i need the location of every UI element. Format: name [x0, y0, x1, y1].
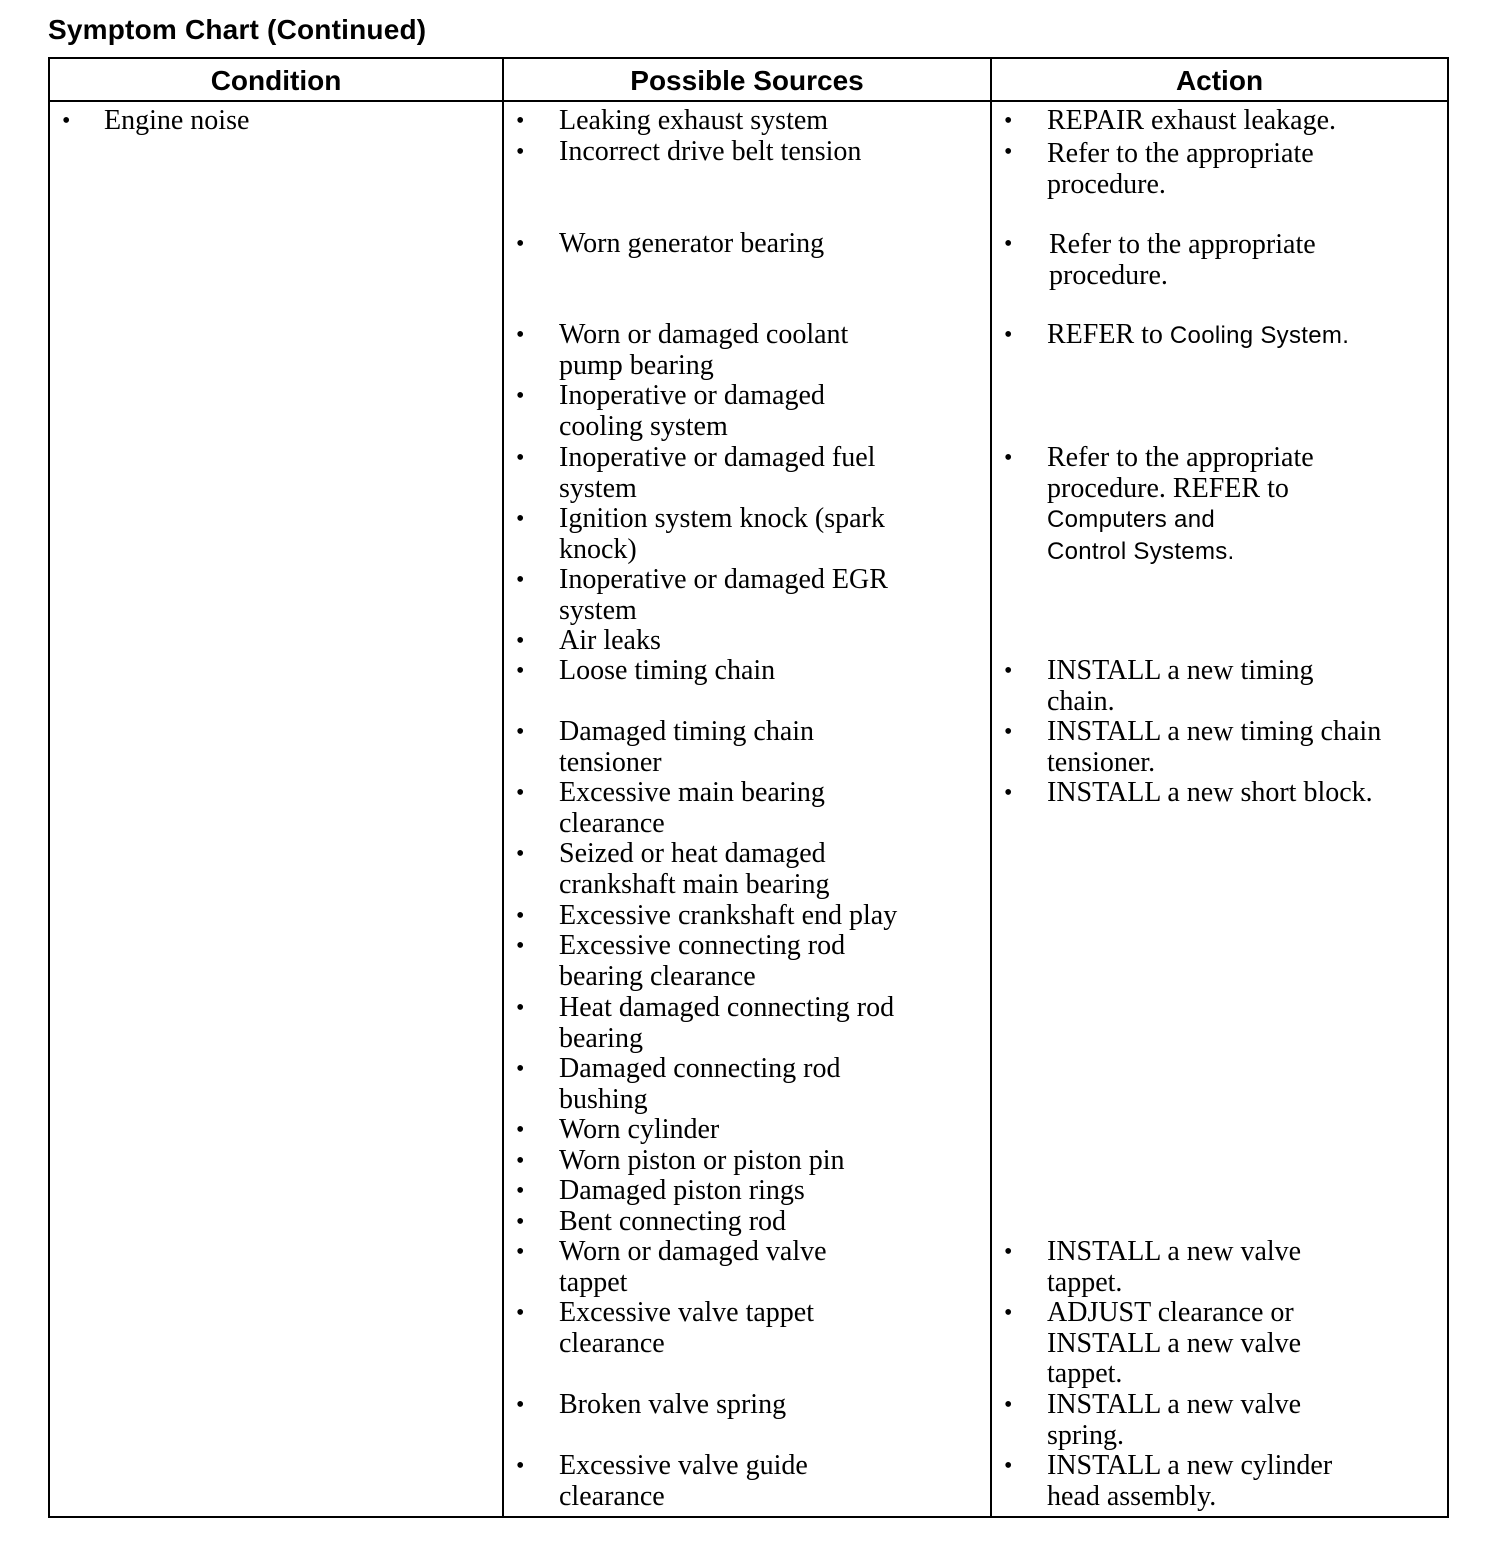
source-coolant-pump-bearing: Worn or damaged coolant pump bearing [559, 319, 849, 381]
source-ignition-knock: Ignition system knock (spark knock) [559, 503, 885, 565]
action-install-valve-spring: INSTALL a new valve spring. [1047, 1389, 1302, 1451]
column-divider [502, 59, 504, 1516]
source-heat-damaged-rod-bearing: Heat damaged connecting rod bearing [559, 992, 895, 1054]
source-valve-tappet-clearance: Excessive valve tappet clearance [559, 1297, 815, 1359]
header-action: Action [1175, 65, 1264, 96]
bullet: • [1004, 322, 1013, 348]
bullet: • [516, 506, 525, 532]
source-generator-bearing: Worn generator bearing [559, 228, 825, 259]
action-install-tensioner: INSTALL a new timing chain tensioner. [1047, 716, 1382, 778]
source-crankshaft-end-play: Excessive crankshaft end play [559, 900, 898, 931]
source-main-bearing-clearance: Excessive main bearing clearance [559, 777, 825, 839]
source-fuel-system: Inoperative or damaged fuel system [559, 442, 876, 504]
bullet: • [516, 1209, 525, 1235]
page-title: Symptom Chart (Continued) [48, 14, 427, 45]
source-rod-bearing-clearance: Excessive connecting rod bearing clearance [559, 930, 846, 992]
action-install-short-block: INSTALL a new short block. [1047, 777, 1373, 808]
bullet: • [516, 1300, 525, 1326]
bullet: • [516, 231, 525, 257]
action-refer-computers-control: Refer to the appropriate procedure. REFER to Computers and Control Systems. [1047, 442, 1314, 565]
source-worn-cylinder: Worn cylinder [559, 1114, 720, 1145]
bullet: • [1004, 719, 1013, 745]
bullet: • [516, 1148, 525, 1174]
bullet: • [516, 1392, 525, 1418]
bullet: • [1004, 445, 1013, 471]
bullet: • [516, 139, 525, 165]
source-leaking-exhaust: Leaking exhaust system [559, 105, 829, 136]
source-bent-connecting-rod: Bent connecting rod [559, 1206, 787, 1237]
bullet: • [1004, 108, 1013, 134]
bullet: • [1004, 1453, 1013, 1479]
header-possible-sources: Possible Sources [630, 65, 864, 96]
column-divider [990, 59, 992, 1516]
cooling-system-reference: Cooling System. [1169, 322, 1350, 349]
bullet: • [516, 567, 525, 593]
bullet: • [516, 1056, 525, 1082]
condition-engine-noise: Engine noise [104, 105, 250, 136]
source-air-leaks: Air leaks [559, 625, 661, 656]
action-install-valve-tappet: INSTALL a new valve tappet. [1047, 1236, 1302, 1298]
source-loose-timing-chain: Loose timing chain [559, 655, 776, 686]
bullet: • [516, 628, 525, 654]
source-valve-tappet: Worn or damaged valve tappet [559, 1236, 827, 1298]
source-cooling-system: Inoperative or damaged cooling system [559, 380, 825, 442]
bullet: • [516, 1178, 525, 1204]
bullet: • [516, 445, 525, 471]
source-drive-belt-tension: Incorrect drive belt tension [559, 136, 862, 167]
bullet: • [1004, 1392, 1013, 1418]
bullet: • [516, 780, 525, 806]
source-crankshaft-main-bearing: Seized or heat damaged crankshaft main bearing [559, 838, 830, 900]
source-rod-bushing: Damaged connecting rod bushing [559, 1053, 841, 1115]
bullet: • [1004, 658, 1013, 684]
header-rule [50, 100, 1447, 102]
bullet: • [516, 658, 525, 684]
action-refer-cooling-system: REFER to Cooling System. [1047, 319, 1350, 350]
bullet: • [62, 108, 71, 134]
symptom-chart-table [48, 57, 1449, 1518]
source-broken-valve-spring: Broken valve spring [559, 1389, 787, 1420]
bullet: • [516, 933, 525, 959]
source-piston-rings: Damaged piston rings [559, 1175, 805, 1206]
bullet: • [1004, 780, 1013, 806]
bullet: • [516, 719, 525, 745]
action-install-cylinder-head: INSTALL a new cylinder head assembly. [1047, 1450, 1333, 1512]
bullet: • [516, 841, 525, 867]
bullet: • [516, 383, 525, 409]
bullet: • [516, 1117, 525, 1143]
source-valve-guide-clearance: Excessive valve guide clearance [559, 1450, 808, 1512]
bullet: • [1004, 231, 1013, 257]
action-repair-exhaust: REPAIR exhaust leakage. [1047, 105, 1337, 136]
bullet: • [1004, 1239, 1013, 1265]
action-adjust-clearance: ADJUST clearance or INSTALL a new valve tappet. [1047, 1297, 1302, 1390]
bullet: • [516, 1453, 525, 1479]
bullet: • [516, 1239, 525, 1265]
header-condition: Condition [210, 65, 342, 96]
source-piston-pin: Worn piston or piston pin [559, 1145, 845, 1176]
source-timing-chain-tensioner: Damaged timing chain tensioner [559, 716, 815, 778]
action-install-timing-chain: INSTALL a new timing chain. [1047, 655, 1314, 717]
bullet: • [516, 108, 525, 134]
bullet: • [516, 322, 525, 348]
bullet: • [1004, 1300, 1013, 1326]
action-refer-procedure: Refer to the appropriate procedure. [1047, 138, 1314, 200]
bullet: • [516, 995, 525, 1021]
action-refer-procedure: Refer to the appropriate procedure. [1049, 229, 1316, 291]
source-egr-system: Inoperative or damaged EGR system [559, 564, 888, 626]
bullet: • [516, 903, 525, 929]
bullet: • [1004, 139, 1013, 165]
